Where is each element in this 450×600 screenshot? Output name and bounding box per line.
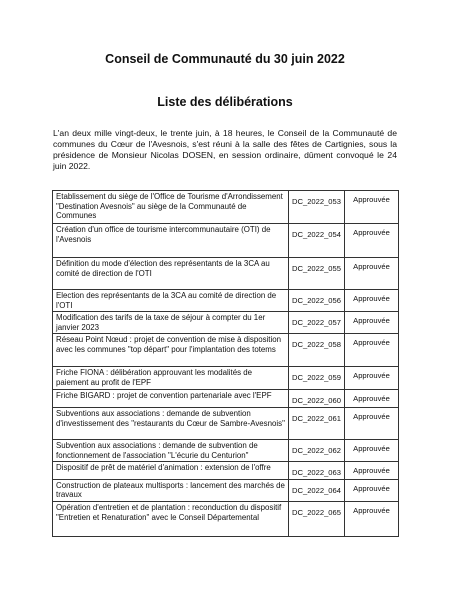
deliberation-code: DC_2022_057 <box>289 312 345 334</box>
deliberation-status: Approuvée <box>345 334 399 367</box>
table-row <box>53 407 399 439</box>
deliberation-status: Approuvée <box>345 407 399 439</box>
table-row <box>53 224 399 258</box>
deliberations-table <box>52 190 399 537</box>
deliberation-subject: Election des représentants de la 3CA au comité de direction de l'OTI <box>53 290 289 312</box>
deliberation-status: Approuvée <box>345 462 399 480</box>
deliberation-status: Approuvée <box>345 191 399 224</box>
deliberation-code: DC_2022_055 <box>289 258 345 290</box>
table-row <box>53 367 399 390</box>
deliberation-status: Approuvée <box>345 224 399 258</box>
deliberation-subject: Construction de plateaux multisports : lancement des marchés de travaux <box>53 479 289 501</box>
table-row <box>53 479 399 501</box>
deliberation-subject: Subvention aux associations : demande de subvention de fonctionnement de l'association "L'écurie du Centurion" <box>53 439 289 461</box>
deliberation-subject: Réseau Point Nœud : projet de convention de mise à disposition avec les communes "top départ" pour l'implantation des totems <box>53 334 289 367</box>
table-row <box>53 290 399 312</box>
deliberation-subject: Définition du mode d'élection des représentants de la 3CA au comité de direction de l'OTI <box>53 258 289 290</box>
deliberation-subject: Friche BIGARD : projet de convention partenariale avec l'EPF <box>53 390 289 408</box>
deliberation-status: Approuvée <box>345 390 399 408</box>
table-row <box>53 334 399 367</box>
table-row <box>53 312 399 334</box>
deliberation-code: DC_2022_061 <box>289 407 345 439</box>
deliberations-table-body <box>53 191 399 537</box>
deliberation-code: DC_2022_054 <box>289 224 345 258</box>
deliberation-code: DC_2022_063 <box>289 462 345 480</box>
deliberation-status: Approuvée <box>345 290 399 312</box>
deliberation-code: DC_2022_060 <box>289 390 345 408</box>
table-row <box>53 501 399 536</box>
deliberation-code: DC_2022_065 <box>289 501 345 536</box>
table-row <box>53 258 399 290</box>
deliberation-code: DC_2022_053 <box>289 191 345 224</box>
intro-paragraph: L'an deux mille vingt-deux, le trente juin, à 18 heures, le Conseil de la Communauté de communes du Cœur de l'Avesnois, s'est réuni à la salle des fêtes de Cartignies, sous la présidence de Monsieur Nicolas DOSEN, en session ordinaire, dûment convoqué le 24 juin 2022. <box>53 128 397 171</box>
deliberation-code: DC_2022_059 <box>289 367 345 390</box>
table-row <box>53 439 399 461</box>
deliberation-subject: Friche FIONA : délibération approuvant les modalités de paiement au profit de l'EPF <box>53 367 289 390</box>
deliberation-subject: Dispositif de prêt de matériel d'animation : extension de l'offre <box>53 462 289 480</box>
deliberation-status: Approuvée <box>345 501 399 536</box>
deliberation-status: Approuvée <box>345 439 399 461</box>
deliberation-subject: Création d'un office de tourisme intercommunautaire (OTI) de l'Avesnois <box>53 224 289 258</box>
table-row <box>53 462 399 480</box>
deliberation-subject: Etablissement du siège de l'Office de Tourisme d'Arrondissement "Destination Avesnois" au siège de la Communauté de Communes <box>53 191 289 224</box>
table-row <box>53 191 399 224</box>
deliberation-status: Approuvée <box>345 367 399 390</box>
page-title: Conseil de Communauté du 30 juin 2022 <box>105 52 345 66</box>
deliberation-subject: Modification des tarifs de la taxe de séjour à compter du 1er janvier 2023 <box>53 312 289 334</box>
deliberation-status: Approuvée <box>345 312 399 334</box>
table-row <box>53 390 399 408</box>
deliberation-subject: Opération d'entretien et de plantation : reconduction du dispositif "Entretien et Renaturation" avec le Conseil Départemental <box>53 501 289 536</box>
deliberation-code: DC_2022_062 <box>289 439 345 461</box>
deliberation-code: DC_2022_058 <box>289 334 345 367</box>
deliberation-status: Approuvée <box>345 258 399 290</box>
deliberation-code: DC_2022_056 <box>289 290 345 312</box>
deliberation-subject: Subventions aux associations : demande de subvention d'investissement des "restaurants du Cœur de Sambre-Avesnois" <box>53 407 289 439</box>
deliberation-code: DC_2022_064 <box>289 479 345 501</box>
deliberation-status: Approuvée <box>345 479 399 501</box>
page-subtitle: Liste des délibérations <box>157 95 293 109</box>
